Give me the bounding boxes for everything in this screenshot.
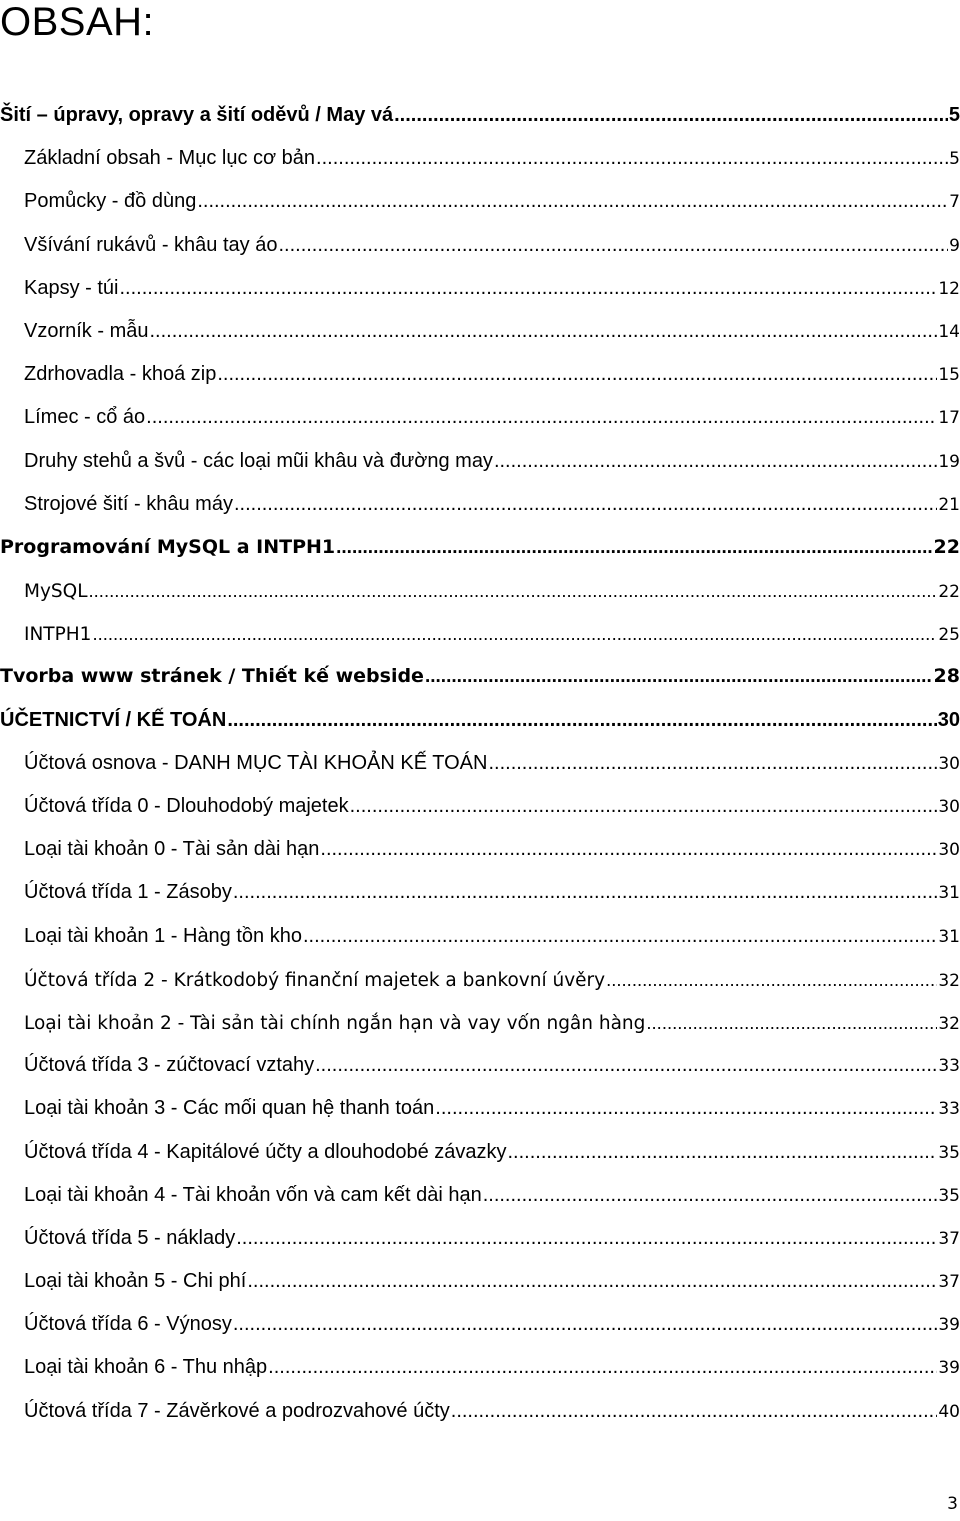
toc-entry-label: Loại tài khoản 3 - Các mối quan hệ thanh toán bbox=[24, 1097, 435, 1120]
dot-leader bbox=[233, 1303, 937, 1346]
toc-subentry[interactable] bbox=[0, 353, 960, 396]
toc-entry-label: Pomůcky - đồ dùng bbox=[24, 190, 197, 213]
toc-subentry[interactable] bbox=[0, 1303, 960, 1346]
toc-entry-label: Strojové šití - khâu máy bbox=[24, 492, 233, 515]
toc-subentry[interactable] bbox=[0, 1174, 960, 1217]
toc-entry-page: 32 bbox=[938, 970, 960, 991]
toc-subentry[interactable] bbox=[0, 396, 960, 439]
toc-subentry[interactable] bbox=[0, 440, 960, 483]
dot-leader bbox=[268, 1346, 937, 1389]
toc-entry-label: Účtová třída 2 - Krátkodobý finanční majetek a bankovní úvěry bbox=[24, 969, 606, 991]
page-title: OBSAH: bbox=[0, 0, 155, 44]
toc-entry-page: 39 bbox=[938, 1315, 960, 1336]
toc-subentry[interactable] bbox=[0, 267, 960, 310]
toc-entry-label: Účtová osnova - DANH MỤC TÀI KHOẢN KẾ TOÁN bbox=[24, 751, 488, 774]
toc-subentry[interactable] bbox=[0, 1390, 960, 1433]
toc-entry-label: Loại tài khoản 4 - Tài khoản vốn và cam kết dài hạn bbox=[24, 1183, 482, 1206]
dot-leader bbox=[435, 1087, 937, 1130]
toc-entry-page: 30 bbox=[938, 840, 960, 861]
toc-entry-page: 17 bbox=[938, 408, 960, 429]
dot-leader bbox=[234, 483, 937, 526]
toc-entry-label: Loại tài khoản 5 - Chi phí bbox=[24, 1270, 247, 1293]
toc-entry-label: INTPH1 bbox=[24, 624, 92, 646]
toc-entry-label: Loại tài khoản 0 - Tài sản dài hạn bbox=[24, 838, 320, 861]
dot-leader bbox=[236, 1217, 937, 1260]
toc-heading-entry[interactable] bbox=[0, 655, 960, 698]
toc-entry-label: Loại tài khoản 2 - Tài sản tài chính ngắn hạn và vay vốn ngân hàng bbox=[24, 1012, 646, 1034]
dot-leader bbox=[494, 440, 937, 483]
toc-subentry[interactable] bbox=[0, 742, 960, 785]
dot-leader bbox=[315, 1044, 937, 1087]
toc-entry-label: Základní obsah - Mục lục cơ bản bbox=[24, 147, 316, 170]
dot-leader bbox=[606, 958, 937, 1001]
toc-subentry[interactable] bbox=[0, 569, 960, 612]
toc-subentry[interactable] bbox=[0, 310, 960, 353]
toc-entry-page: 32 bbox=[938, 1013, 960, 1034]
toc-entry-page: 30 bbox=[937, 708, 960, 731]
toc-entry-page: 5 bbox=[949, 149, 960, 170]
dot-leader bbox=[89, 569, 938, 612]
dot-leader bbox=[394, 94, 948, 137]
dot-leader bbox=[483, 1174, 938, 1217]
dot-leader bbox=[247, 1260, 937, 1303]
toc-subentry[interactable] bbox=[0, 1346, 960, 1389]
dot-leader bbox=[146, 396, 937, 439]
toc-subentry[interactable] bbox=[0, 1260, 960, 1303]
toc-entry-label: Účtová třída 7 - Závěrkové a podrozvahové účty bbox=[24, 1399, 450, 1422]
dot-leader bbox=[316, 137, 948, 180]
toc-entry-label: Tvorba www stránek / Thiết kế webside bbox=[0, 665, 424, 688]
toc-entry-label: Vzorník - mẫu bbox=[24, 319, 149, 342]
toc-entry-label: Účtová třída 1 - Zásoby bbox=[24, 881, 232, 904]
toc-entry-page: 39 bbox=[938, 1358, 960, 1379]
toc-entry-page: 22 bbox=[938, 582, 960, 603]
toc-subentry[interactable] bbox=[0, 483, 960, 526]
toc-entry-page: 19 bbox=[938, 451, 960, 472]
toc-entry-label: Účtová třída 6 - Výnosy bbox=[24, 1313, 232, 1336]
toc-subentry[interactable] bbox=[0, 871, 960, 914]
dot-leader bbox=[646, 1001, 937, 1044]
toc-entry-label: Účtová třída 3 - zúčtovací vztahy bbox=[24, 1054, 315, 1077]
dot-leader bbox=[508, 1131, 938, 1174]
toc-subentry[interactable] bbox=[0, 785, 960, 828]
toc-entry-page: 7 bbox=[949, 192, 960, 213]
toc-entry-page: 14 bbox=[938, 321, 960, 342]
toc-entry-page: 21 bbox=[938, 494, 960, 515]
toc-entry-page: 33 bbox=[938, 1056, 960, 1077]
toc-entry-page: 25 bbox=[938, 625, 960, 646]
dot-leader bbox=[451, 1390, 938, 1433]
table-of-contents bbox=[0, 94, 960, 1433]
toc-entry-label: Účtová třída 5 - náklady bbox=[24, 1226, 236, 1249]
toc-entry-label: Kapsy - túi bbox=[24, 276, 119, 299]
dot-leader bbox=[303, 915, 937, 958]
toc-entry-page: 35 bbox=[938, 1185, 960, 1206]
dot-leader bbox=[197, 180, 948, 223]
dot-leader bbox=[119, 267, 937, 310]
toc-entry-label: Šití – úpravy, opravy a šití oděvů / May vá bbox=[0, 104, 394, 126]
toc-subentry[interactable] bbox=[0, 224, 960, 267]
toc-heading-entry[interactable] bbox=[0, 94, 960, 137]
toc-entry-label: MySQL bbox=[24, 581, 88, 603]
toc-entry-label: Loại tài khoản 6 - Thu nhập bbox=[24, 1356, 268, 1379]
toc-subentry[interactable] bbox=[0, 1001, 960, 1044]
toc-subentry[interactable] bbox=[0, 1131, 960, 1174]
toc-subentry[interactable] bbox=[0, 828, 960, 871]
toc-entry-page: 5 bbox=[948, 104, 960, 126]
toc-subentry[interactable] bbox=[0, 958, 960, 1001]
dot-leader bbox=[320, 828, 937, 871]
dot-leader bbox=[217, 353, 937, 396]
toc-entry-label: Účtová třída 0 - Dlouhodobý majetek bbox=[24, 795, 349, 817]
page-number: 3 bbox=[947, 1494, 958, 1514]
toc-entry-page: 22 bbox=[933, 535, 960, 558]
toc-entry-page: 35 bbox=[938, 1142, 960, 1163]
dot-leader bbox=[336, 526, 932, 569]
toc-entry-page: 31 bbox=[938, 883, 960, 904]
dot-leader bbox=[425, 655, 933, 698]
toc-entry-page: 31 bbox=[938, 926, 960, 947]
dot-leader bbox=[278, 224, 948, 267]
toc-entry-page: 28 bbox=[933, 665, 960, 688]
toc-entry-label: Zdrhovadla - khoá zip bbox=[24, 363, 217, 386]
toc-entry-page: 33 bbox=[938, 1099, 960, 1120]
toc-subentry[interactable] bbox=[0, 1044, 960, 1087]
toc-subentry[interactable] bbox=[0, 180, 960, 223]
toc-entry-label: Programování MySQL a INTPH1 bbox=[0, 535, 336, 558]
toc-entry-page: 30 bbox=[938, 797, 960, 817]
toc-entry-page: 12 bbox=[938, 278, 960, 299]
toc-subentry[interactable] bbox=[0, 1217, 960, 1260]
toc-heading-entry[interactable] bbox=[0, 699, 960, 742]
toc-entry-page: 30 bbox=[938, 753, 960, 774]
toc-heading-entry[interactable] bbox=[0, 526, 960, 569]
toc-subentry[interactable] bbox=[0, 612, 960, 655]
toc-entry-page: 40 bbox=[938, 1401, 960, 1422]
toc-entry-page: 15 bbox=[938, 365, 960, 386]
dot-leader bbox=[488, 742, 937, 785]
toc-subentry[interactable] bbox=[0, 1087, 960, 1130]
toc-entry-page: 37 bbox=[938, 1272, 960, 1293]
dot-leader bbox=[92, 612, 937, 655]
dot-leader bbox=[233, 871, 937, 914]
toc-entry-page: 37 bbox=[938, 1228, 960, 1249]
toc-entry-label: Límec - cổ áo bbox=[24, 406, 146, 429]
dot-leader bbox=[227, 699, 936, 742]
toc-subentry[interactable] bbox=[0, 137, 960, 180]
toc-entry-label: Druhy stehů a švů - các loại mũi khâu và đường may bbox=[24, 449, 493, 472]
dot-leader bbox=[350, 785, 938, 828]
toc-entry-label: ÚČETNICTVÍ / KẾ TOÁN bbox=[0, 708, 227, 731]
toc-entry-label: Účtová třída 4 - Kapitálové účty a dlouhodobé závazky bbox=[24, 1140, 507, 1163]
dot-leader bbox=[149, 310, 937, 353]
toc-entry-page: 9 bbox=[949, 235, 960, 256]
toc-subentry[interactable] bbox=[0, 915, 960, 958]
toc-entry-label: Loại tài khoản 1 - Hàng tồn kho bbox=[24, 924, 302, 947]
toc-entry-label: Všívání rukávů - khâu tay áo bbox=[24, 233, 278, 256]
